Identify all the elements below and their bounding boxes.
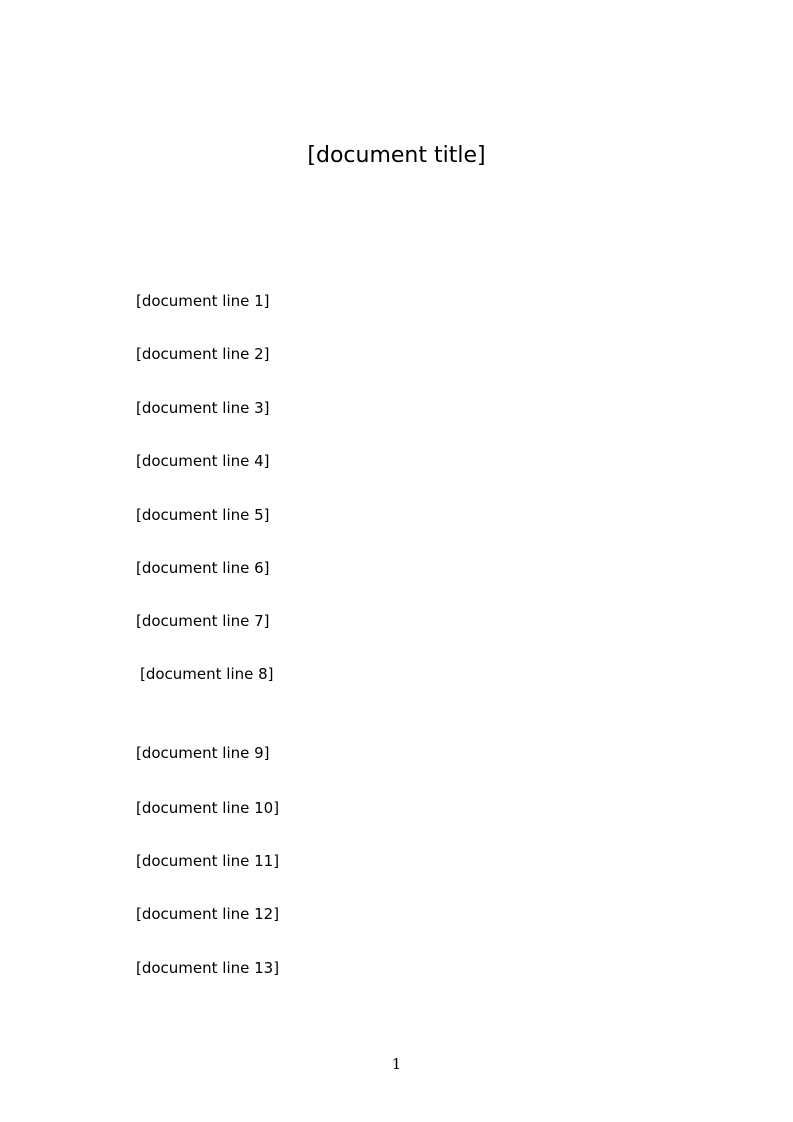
paragraph-user-signature: [document line 9] [136, 744, 270, 762]
paragraph-dates: [document line 11] [136, 852, 280, 870]
paragraph-agreement-name: [document line 1] [136, 292, 270, 310]
paragraph-verify-method: [document line 5] [136, 506, 270, 524]
paragraph-attachment: [document line 13] [136, 959, 280, 977]
page-number: 1 [391, 1055, 402, 1073]
paragraph-entrustment: [document line 2] [136, 345, 270, 363]
paragraph-signing-place: [document line 12] [136, 905, 280, 923]
paragraph-obligations: [document line 8] [140, 665, 274, 683]
document-title: [document title] [307, 143, 486, 168]
paragraph-publish-period: [document line 3] [136, 399, 270, 417]
paragraph-verify-cycle: [document line 4] [136, 452, 270, 470]
paragraph-view-permission: [document line 6] [136, 559, 270, 577]
paragraph-validity: [document line 7] [136, 612, 270, 630]
paragraph-id-number: [document line 10] [136, 799, 280, 817]
